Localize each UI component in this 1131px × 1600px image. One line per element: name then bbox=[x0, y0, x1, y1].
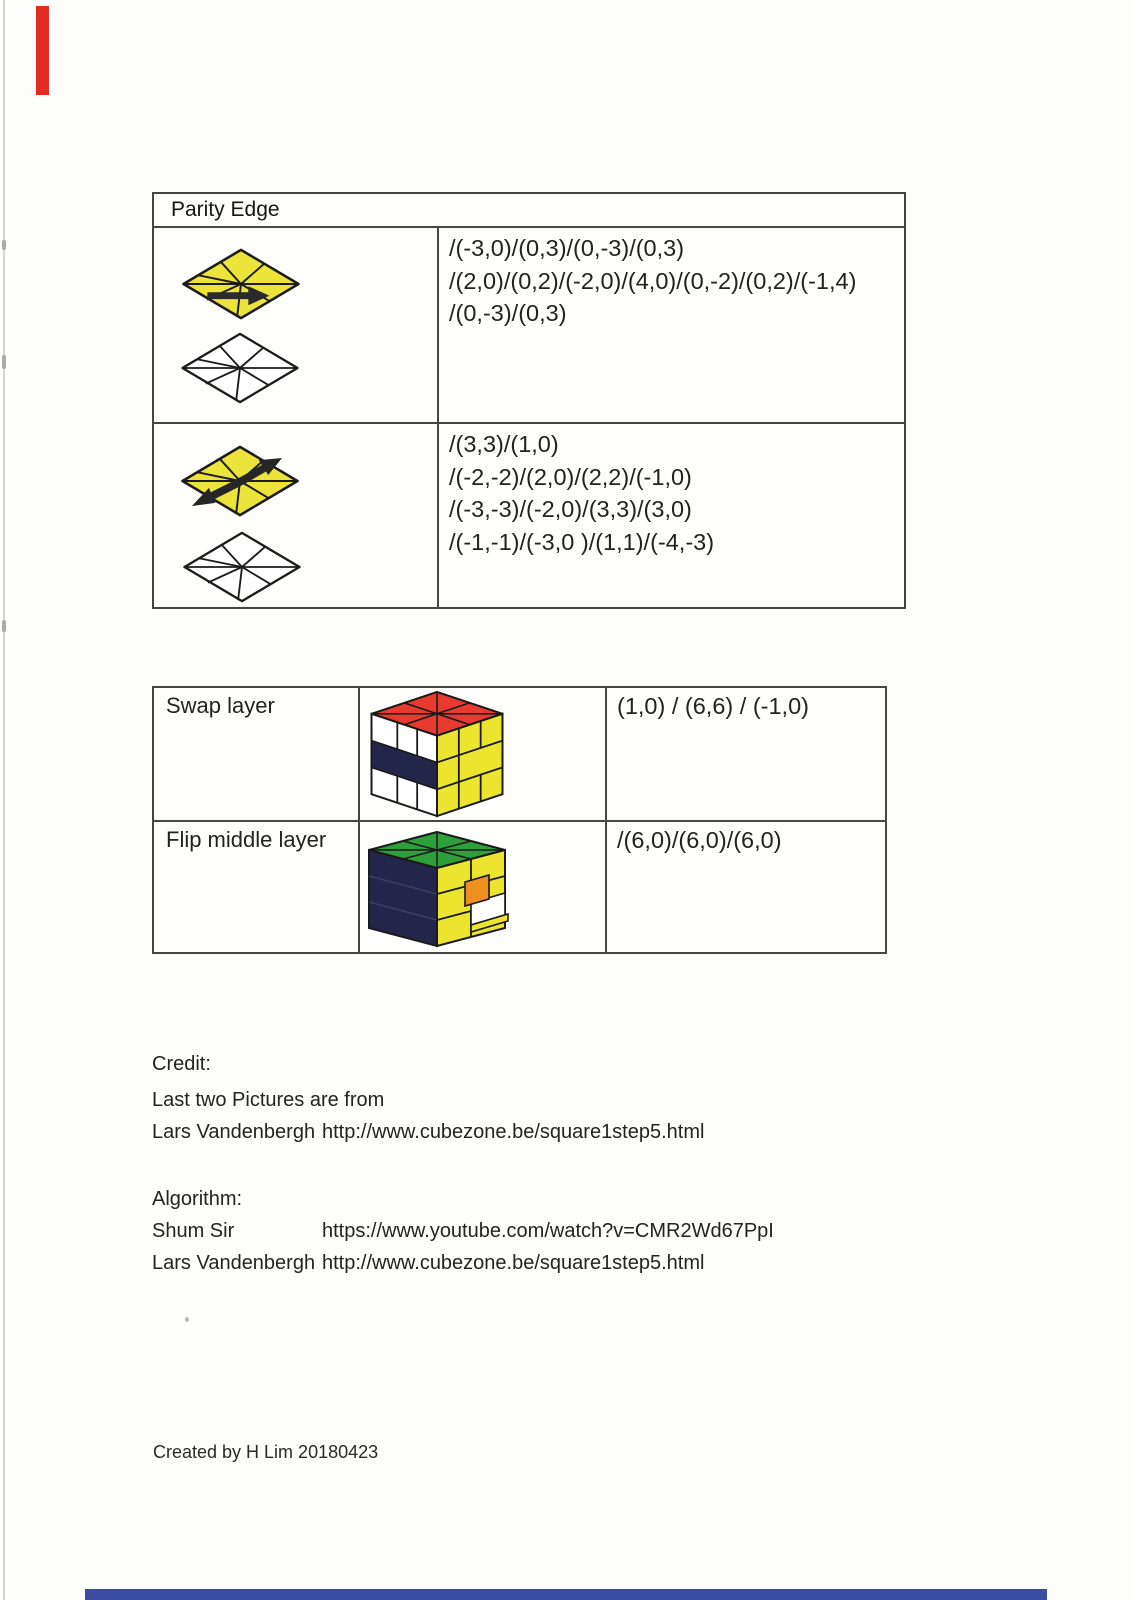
square1-top-yellow-twist-arrow-icon bbox=[179, 442, 301, 520]
credit-author: Lars Vandenbergh bbox=[152, 1121, 316, 1143]
swap-layer-label-cell bbox=[154, 688, 360, 820]
swap-layer-algorithm-cell bbox=[607, 688, 885, 820]
edge-speck bbox=[2, 355, 6, 369]
flip-middle-layer-cube-icon bbox=[367, 830, 509, 948]
layer-algorithms-table bbox=[152, 686, 887, 954]
algorithm-heading: Algorithm: bbox=[152, 1188, 243, 1210]
parity-table-title: Parity Edge bbox=[171, 198, 280, 221]
parity-case2-diagram-cell bbox=[154, 424, 439, 609]
algorithm-line: /(2,0)/(0,2)/(-2,0)/(4,0)/(0,-2)/(0,2)/(-1,4) bbox=[449, 267, 857, 294]
algorithm-line: /(-1,-1)/(-3,0 )/(1,1)/(-4,-3) bbox=[449, 528, 715, 555]
algorithm-url: https://www.youtube.com/watch?v=CMR2Wd67PpI bbox=[322, 1220, 774, 1242]
parity-case-opposite-row bbox=[154, 424, 904, 609]
edge-speck bbox=[2, 240, 6, 250]
algorithm-url: http://www.cubezone.be/square1step5.html bbox=[322, 1252, 705, 1274]
flip-middle-layer-picture-cell bbox=[360, 822, 607, 952]
parity-case1-algorithm-cell bbox=[439, 228, 904, 422]
swap-layer-row bbox=[154, 688, 885, 822]
flip-middle-layer-algorithm-cell bbox=[607, 822, 885, 952]
algorithm-line: (1,0) / (6,6) / (-1,0) bbox=[617, 693, 809, 719]
created-by-note: Created by H Lim 20180423 bbox=[153, 1442, 379, 1462]
credit-heading: Credit: bbox=[152, 1053, 211, 1075]
algorithm-line: /(3,3)/(1,0) bbox=[449, 431, 559, 457]
flip-middle-layer-label: Flip middle layer bbox=[166, 827, 327, 852]
algorithm-source-row bbox=[152, 1220, 774, 1243]
credit-source-row bbox=[152, 1121, 704, 1144]
swap-layer-label: Swap layer bbox=[166, 693, 275, 718]
scanner-red-artifact-bar bbox=[36, 6, 49, 95]
algorithm-author: Shum Sir bbox=[152, 1220, 235, 1242]
scanner-blue-artifact-bar bbox=[85, 1589, 1047, 1600]
flip-middle-layer-row bbox=[154, 822, 885, 952]
parity-case2-algorithm-cell bbox=[439, 424, 904, 609]
square1-bottom-white-icon bbox=[181, 528, 303, 606]
parity-table-header-cell bbox=[154, 194, 904, 228]
credit-url: http://www.cubezone.be/square1step5.html bbox=[322, 1121, 705, 1143]
algorithm-source-row bbox=[152, 1252, 704, 1275]
swap-layer-picture-cell bbox=[360, 688, 607, 820]
square1-bottom-white-icon bbox=[179, 329, 301, 407]
parity-edge-table bbox=[152, 192, 906, 609]
scan-speck bbox=[185, 1317, 189, 1322]
algorithm-line: /(-2,-2)/(2,0)/(2,2)/(-1,0) bbox=[449, 463, 692, 490]
edge-speck bbox=[2, 620, 6, 632]
algorithm-line: /(0,-3)/(0,3) bbox=[449, 300, 567, 326]
algorithm-line: /(-3,-3)/(-2,0)/(3,3)/(3,0) bbox=[449, 496, 692, 522]
algorithm-line: /(6,0)/(6,0)/(6,0) bbox=[617, 827, 782, 853]
square1-top-yellow-arrow-right-icon bbox=[180, 245, 302, 323]
algorithm-author: Lars Vandenbergh bbox=[152, 1252, 316, 1274]
credit-line: Last two Pictures are from bbox=[152, 1089, 385, 1111]
flip-middle-layer-label-cell bbox=[154, 822, 360, 952]
parity-case1-diagram-cell bbox=[154, 228, 439, 422]
algorithm-line: /(-3,0)/(0,3)/(0,-3)/(0,3) bbox=[449, 235, 685, 261]
swap-layer-cube-icon bbox=[369, 689, 506, 819]
parity-case-adjacent-row bbox=[154, 228, 904, 424]
